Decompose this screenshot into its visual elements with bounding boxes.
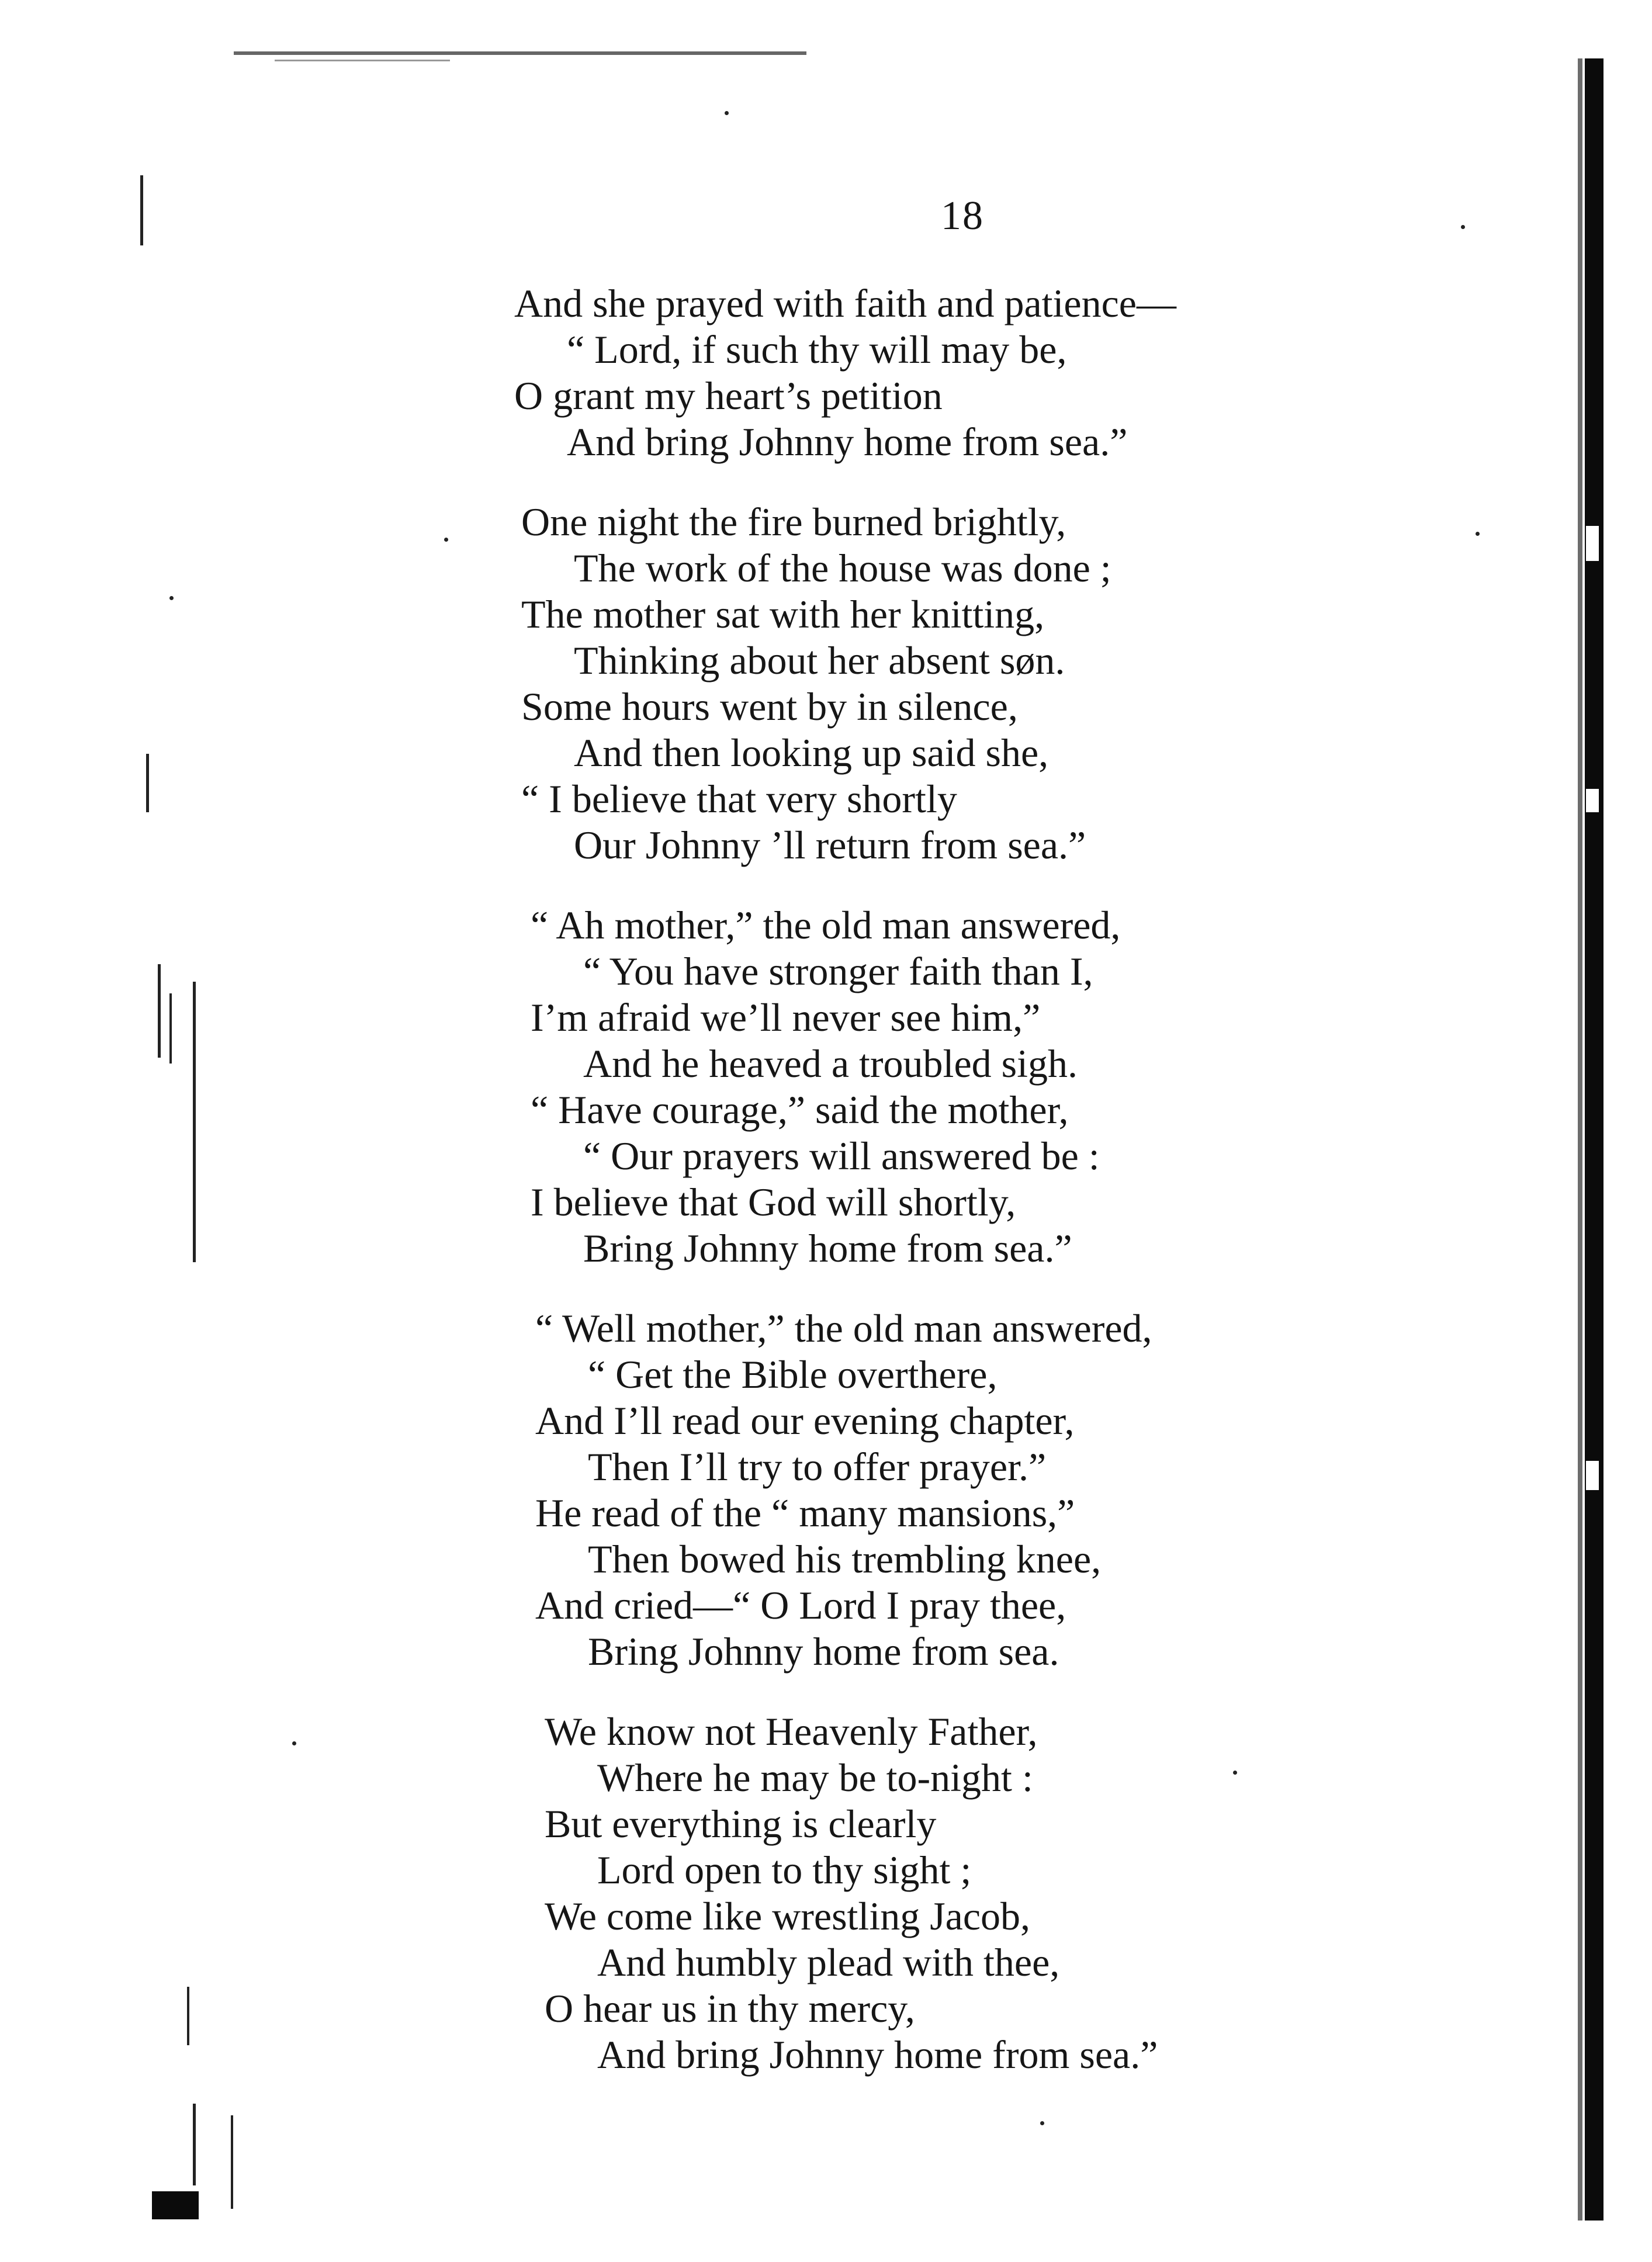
- poem-line: Bring Johnny home from sea.: [588, 1629, 1059, 1674]
- scan-left-mark: [193, 982, 196, 1262]
- scan-edge-notch: [1586, 526, 1599, 561]
- scan-speck: [444, 538, 448, 542]
- stanza: [535, 1305, 1578, 1675]
- poem-line: Our Johnny ’ll return from sea.”: [574, 823, 1086, 867]
- stanza: [531, 902, 1578, 1272]
- poem-line: Lord open to thy sight ;: [597, 1848, 972, 1892]
- poem-line: I believe that God will shortly,: [531, 1180, 1016, 1224]
- poem-line: Some hours went by in silence,: [521, 684, 1018, 729]
- poem-line: We come like wrestling Jacob,: [545, 1894, 1031, 1938]
- scan-top-rule-fragment: [275, 60, 450, 61]
- poem-line: And he heaved a troubled sigh.: [583, 1041, 1078, 1086]
- poem-line: And bring Johnny home from sea.”: [567, 420, 1128, 464]
- poem-line: “ I believe that very shortly: [521, 777, 957, 821]
- page-number: 18: [941, 193, 984, 238]
- scan-speck: [169, 596, 174, 600]
- stanza: [521, 499, 1578, 868]
- scan-speck: [1461, 225, 1465, 229]
- scan-left-mark: [187, 1987, 189, 2045]
- poem-line: “ Ah mother,” the old man answered,: [531, 903, 1121, 947]
- scan-left-mark: [169, 993, 172, 1064]
- poem-line: The work of the house was done ;: [574, 546, 1111, 590]
- scan-left-mark: [231, 2115, 233, 2209]
- scan-speck: [292, 1741, 296, 1745]
- poem-line: And she prayed with faith and patience—: [514, 281, 1176, 325]
- poem-line: And bring Johnny home from sea.”: [597, 2032, 1158, 2077]
- scan-top-rule: [234, 51, 806, 55]
- poem-line: We know not Heavenly Father,: [545, 1709, 1038, 1754]
- scan-speck: [725, 111, 729, 115]
- stanza: [545, 1709, 1578, 2078]
- poem-line: And I’ll read our evening chapter,: [535, 1398, 1075, 1443]
- scan-left-mark: [140, 175, 143, 245]
- poem-line: But everything is clearly: [545, 1802, 937, 1846]
- poem-line: O hear us in thy mercy,: [545, 1986, 915, 2031]
- scan-edge-notch: [1586, 1461, 1599, 1490]
- poem-line: “ Lord, if such thy will may be,: [567, 327, 1067, 372]
- poem-line: O grant my heart’s petition: [514, 373, 943, 418]
- scan-corner-blot: [152, 2191, 199, 2219]
- poem-line: Where he may be to-night :: [597, 1755, 1033, 1800]
- poem-line: Thinking about her absent søn.: [574, 638, 1065, 683]
- poem-line: “ Get the Bible overthere,: [588, 1352, 998, 1397]
- scan-left-mark: [146, 754, 149, 812]
- scan-left-mark: [158, 964, 161, 1058]
- poem-line: He read of the “ many mansions,”: [535, 1491, 1075, 1535]
- poem-line: One night the fire burned brightly,: [521, 500, 1066, 544]
- poem-line: The mother sat with her knitting,: [521, 592, 1045, 636]
- poem-line: And humbly plead with thee,: [597, 1940, 1060, 1984]
- poem-line: Bring Johnny home from sea.”: [583, 1226, 1072, 1270]
- poem-line: And then looking up said she,: [574, 730, 1049, 775]
- scan-right-edge-shadow: [1585, 58, 1603, 2221]
- scan-left-mark: [193, 2104, 196, 2185]
- stanza: [514, 280, 1578, 465]
- poem-line: “ Well mother,” the old man answered,: [535, 1306, 1152, 1350]
- poem-line: “ You have stronger faith than I,: [583, 949, 1093, 993]
- poem-text: [514, 280, 1578, 2112]
- poem-line: “ Our prayers will answered be :: [583, 1134, 1100, 1178]
- scan-edge-notch: [1586, 789, 1599, 812]
- poem-line: And cried—“ O Lord I pray thee,: [535, 1583, 1066, 1627]
- poem-line: Then bowed his trembling knee,: [588, 1537, 1102, 1581]
- scan-speck: [1040, 2121, 1044, 2125]
- poem-line: I’m afraid we’ll never see him,”: [531, 995, 1041, 1040]
- scan-right-edge-line: [1578, 58, 1582, 2221]
- poem-line: “ Have courage,” said the mother,: [531, 1087, 1069, 1132]
- poem-line: Then I’ll try to offer prayer.”: [588, 1445, 1047, 1489]
